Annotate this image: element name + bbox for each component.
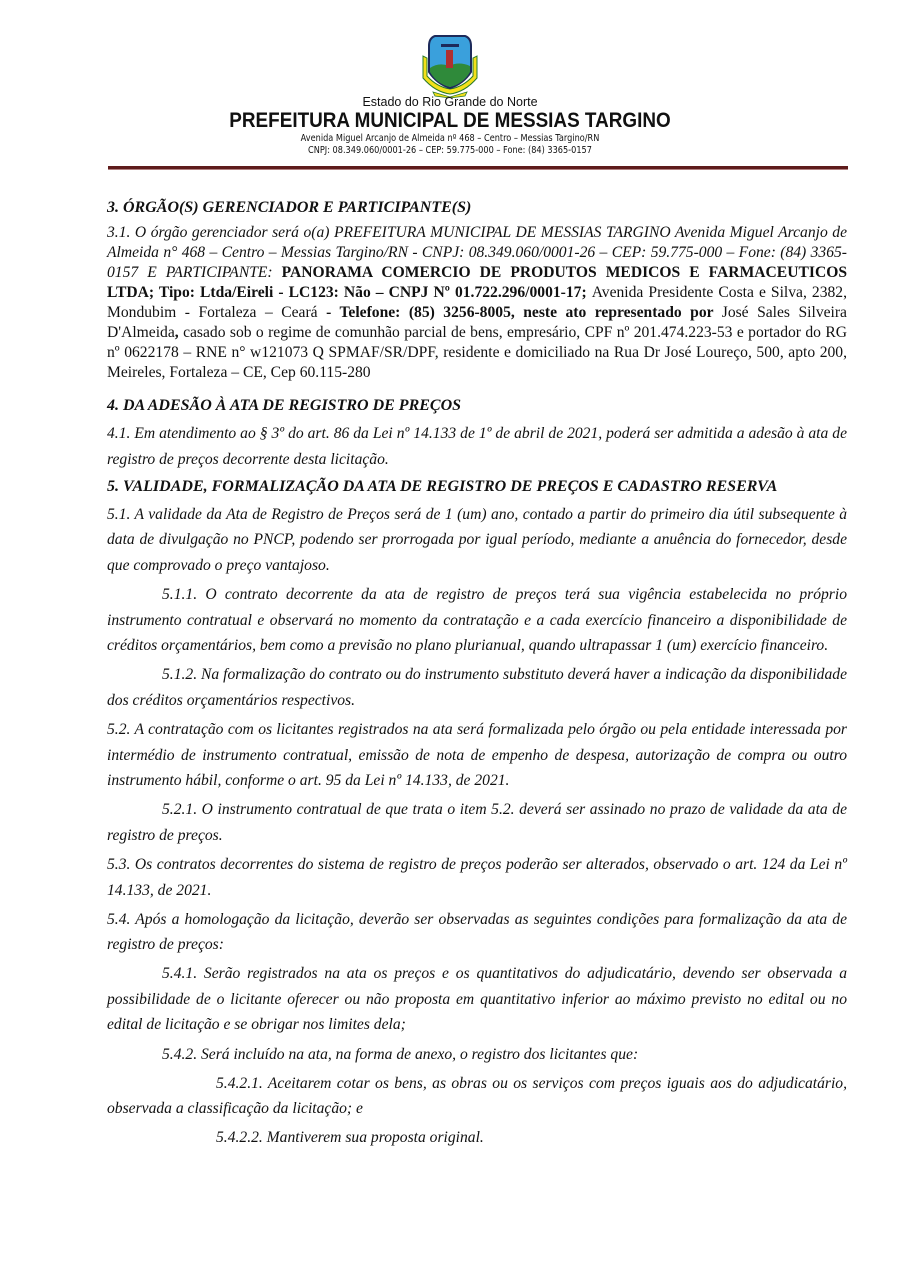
municipality-address: Avenida Miguel Arcanjo de Almeida nº 468 – Centro – Messias Targino/RN [300, 133, 600, 144]
clause-3-1-manager: 3.1. O órgão gerenciador será o(a) PREFEITURA MUNICIPAL DE MESSIAS TARGINO Avenida Miguel Arcanjo de Almeida n° 468 – Centro – Messias Targino/RN - CNPJ: 08.349.060/0001-26 – CEP: 59.775-000 – Fone: (84) 3365-0157 E PARTICIPANTE: [107, 224, 847, 281]
header-divider [108, 166, 848, 170]
clause-5-4-2-1: 5.4.2.1. Aceitarem cotar os bens, as obras ou os serviços com preços iguais aos do adjudicatário, observada a classificação da licitação; e [107, 1074, 847, 1118]
clause-3-1 [107, 223, 847, 383]
section-4-heading: 4. DA ADESÃO À ATA DE REGISTRO DE PREÇOS [107, 397, 462, 414]
clause-3-1-comma: , [174, 324, 184, 341]
clause-5-4: 5.4. Após a homologação da licitação, deverão ser observadas as seguintes condições para formalização da ata de registro de preços: [107, 910, 847, 954]
state-name: Estado do Rio Grande do Norte [362, 95, 538, 109]
document-body [107, 197, 847, 1154]
clause-5-1-1: 5.1.1. O contrato decorrente da ata de registro de preços terá sua vigência estabelecida no próprio instrumento contratual e observará no momento da contratação e a cada exercício financeiro a disponibilidade de créditos orçamentários, bem como a previsão no plano plurianual, quando ultrapassar 1 (um) exercício financeiro. [107, 585, 847, 655]
clause-3-1-address: Avenida Presidente Costa e Silva, 2382, Mondubim - Fortaleza – Ceará [107, 284, 847, 321]
clause-3-1-details: casado sob o regime de comunhão parcial de bens, empresário, CPF nº 201.474.223-53 e portador do RG nº 0622178 – RNE n° w121073 Q SPMAF/SR/DPF, residente e domiciliado na Rua Dr José Loureço, 500, apto 200, Meireles, Fortaleza – CE, Cep 60.115-280 [107, 324, 848, 381]
clause-5-3: 5.3. Os contratos decorrentes do sistema de registro de preços poderão ser alterados, observado o art. 124 da Lei nº 14.133, de 2021. [107, 855, 847, 899]
clause-3-1-representative: José Sales Silveira D'Almeida [107, 304, 847, 341]
clause-5-4-1: 5.4.1. Serão registrados na ata os preços e os quantitativos do adjudicatário, devendo ser observada a possibilidade de o licitante oferecer ou não proposta em quantitativo inferior ao máximo previsto no edital ou no edital de licitação e se obrigar nos limites dela; [107, 965, 847, 1034]
clause-5-2: 5.2. A contratação com os licitantes registrados na ata será formalizada pelo órgão ou pela entidade interessada por intermédio de instrumento contratual, emissão de nota de empenho de despesa, autorização de compra ou outro instrumento hábil, conforme o art. 95 da Lei nº 14.133, de 2021. [107, 720, 847, 790]
clause-3-1-participant: PANORAMA COMERCIO DE PRODUTOS MEDICOS E FARMACEUTICOS LTDA; Tipo: Ltda/Eireli - LC123: Não – CNPJ Nº 01.722.296/0001-17; [107, 264, 848, 301]
clause-5-1: 5.1. A validade da Ata de Registro de Preços será de 1 (um) ano, contado a partir do primeiro dia útil subsequente à data de divulgação no PNCP, podendo ser prorrogada por igual período, mediante a anuência do fornecedor, desde que comprovado o preço vantajoso. [107, 505, 847, 574]
clause-5-1-2: 5.1.2. Na formalização do contrato ou do instrumento substituto deverá haver a indicação da disponibilidade dos créditos orçamentários respectivos. [107, 666, 847, 709]
municipality-title: PREFEITURA MUNICIPAL DE MESSIAS TARGINO [229, 109, 671, 132]
clause-4-1: 4.1. Em atendimento ao § 3º do art. 86 da Lei nº 14.133 de 1º de abril de 2021, poderá ser admitida a adesão à ata de registro de preços decorrente desta licitação. [107, 425, 847, 468]
clause-5-2-1: 5.2.1. O instrumento contratual de que trata o item 5.2. deverá ser assinado no prazo de validade da ata de registro de preços. [107, 801, 847, 844]
letterhead [0, 34, 900, 157]
municipality-contact: CNPJ: 08.349.060/0001-26 – CEP: 59.775-000 – Fone: (84) 3365-0157 [308, 145, 592, 156]
clause-3-1-phone: - Telefone: (85) 3256-8005, neste ato representado por [326, 304, 722, 321]
clause-5-4-2: 5.4.2. Será incluído na ata, na forma de anexo, o registro dos licitantes que: [162, 1045, 639, 1063]
section-5-heading: 5. VALIDADE, FORMALIZAÇÃO DA ATA DE REGISTRO DE PREÇOS E CADASTRO RESERVA [107, 477, 778, 495]
municipal-crest-logo [419, 34, 481, 98]
section-3-heading: 3. ÓRGÃO(S) GERENCIADOR E PARTICIPANTE(S) [107, 199, 472, 216]
clause-5-4-2-2: 5.4.2.2. Mantiverem sua proposta original. [216, 1129, 484, 1147]
